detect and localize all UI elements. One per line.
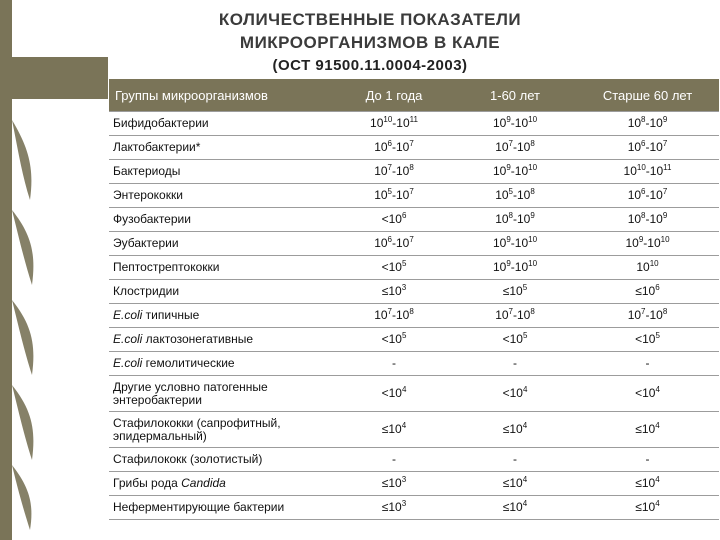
value-exponent: 5 <box>522 331 528 340</box>
value-base: 10 <box>623 164 637 178</box>
value-base: <10 <box>635 332 656 346</box>
value-exponent: 5 <box>655 331 660 340</box>
value-cell <box>454 328 576 352</box>
value-exponent: 9 <box>506 235 511 244</box>
value-cell <box>454 448 576 472</box>
value-exponent: 7 <box>409 187 414 196</box>
value-base: ≤10 <box>635 284 656 298</box>
value-cell <box>334 136 454 160</box>
row-name <box>109 472 334 496</box>
value-cell <box>454 136 576 160</box>
value-cell <box>454 184 576 208</box>
row-name-text: Бифидобактерии <box>113 116 209 130</box>
value-cell <box>454 232 576 256</box>
value-cell <box>334 208 454 232</box>
value-base: 10 <box>492 260 507 274</box>
row-name-text: Эубактерии <box>113 236 179 250</box>
value-exponent: 10 <box>649 259 659 268</box>
value-base: -10 <box>510 116 529 130</box>
row-name <box>109 412 334 448</box>
value-cell <box>334 304 454 328</box>
value-base: 10 <box>627 140 642 154</box>
table-row <box>109 328 719 352</box>
row-name <box>109 256 334 280</box>
value-cell <box>576 328 719 352</box>
value-exponent: 4 <box>655 385 660 394</box>
value-cell <box>576 472 719 496</box>
table-row <box>109 208 719 232</box>
value-exponent: 4 <box>522 421 528 430</box>
table-row <box>109 376 719 412</box>
value-base: <10 <box>502 386 523 400</box>
value-base: ≤10 <box>635 500 656 514</box>
value-base: - <box>513 356 517 370</box>
value-cell <box>576 304 719 328</box>
value-exponent: 11 <box>409 115 418 124</box>
microorganism-table <box>109 79 719 520</box>
value-cell <box>576 352 719 376</box>
value-cell <box>454 208 576 232</box>
value-base: ≤10 <box>502 284 523 298</box>
row-name-text: Грибы рода <box>113 476 182 490</box>
value-base: - <box>645 356 650 370</box>
value-cell <box>334 328 454 352</box>
table-row <box>109 256 719 280</box>
row-name <box>109 496 334 520</box>
value-exponent: 6 <box>641 139 646 148</box>
table-row <box>109 160 719 184</box>
row-name <box>109 448 334 472</box>
value-cell <box>334 412 454 448</box>
row-name <box>109 376 334 412</box>
value-exponent: 3 <box>401 499 407 508</box>
value-base: ≤10 <box>381 284 402 298</box>
value-exponent: 9 <box>662 115 668 124</box>
value-cell <box>454 496 576 520</box>
value-base: 10 <box>495 188 509 202</box>
row-name <box>109 280 334 304</box>
value-exponent: 4 <box>522 385 528 394</box>
value-base: -10 <box>513 140 531 154</box>
value-exponent: 9 <box>506 259 511 268</box>
value-exponent: 10 <box>636 163 646 172</box>
value-exponent: 4 <box>655 475 660 484</box>
value-cell <box>334 352 454 376</box>
value-base: <10 <box>381 260 402 274</box>
row-name <box>109 304 334 328</box>
value-base: 10 <box>495 308 509 322</box>
value-cell <box>334 256 454 280</box>
header-over-60: Старше 60 лет <box>576 79 719 112</box>
value-base: 10 <box>374 236 388 250</box>
value-cell <box>576 136 719 160</box>
value-cell <box>454 412 576 448</box>
value-exponent: 6 <box>655 283 660 292</box>
value-base: ≤10 <box>635 476 656 490</box>
row-name-text: Клостридии <box>113 284 180 298</box>
value-base: ≤10 <box>635 422 656 436</box>
value-base: 10 <box>625 236 639 250</box>
value-exponent: 8 <box>641 115 646 124</box>
value-base: -10 <box>645 116 663 130</box>
value-cell <box>576 412 719 448</box>
value-base: -10 <box>510 164 529 178</box>
value-exponent: 4 <box>655 421 660 430</box>
value-exponent: 8 <box>508 211 513 220</box>
value-exponent: 5 <box>387 187 392 196</box>
value-cell <box>334 280 454 304</box>
value-cell <box>334 232 454 256</box>
value-cell <box>454 280 576 304</box>
value-cell <box>334 496 454 520</box>
table-row <box>109 472 719 496</box>
table-row <box>109 112 719 136</box>
value-exponent: 8 <box>641 211 646 220</box>
value-cell <box>334 112 454 136</box>
value-base: 10 <box>627 116 642 130</box>
value-cell <box>454 160 576 184</box>
value-base: -10 <box>510 260 529 274</box>
table-row <box>109 136 719 160</box>
value-base: - <box>513 452 517 466</box>
value-base: 10 <box>492 116 507 130</box>
row-name-text: типичные <box>142 308 200 322</box>
row-name-text: Энтерококки <box>113 188 183 202</box>
value-exponent: 7 <box>508 139 513 148</box>
value-exponent: 9 <box>530 211 535 220</box>
value-cell <box>454 256 576 280</box>
value-exponent: 7 <box>662 139 668 148</box>
value-base: -10 <box>392 308 410 322</box>
table-row <box>109 280 719 304</box>
table-header-row <box>109 79 719 112</box>
value-exponent: 4 <box>401 421 407 430</box>
value-exponent: 6 <box>387 139 392 148</box>
row-name <box>109 352 334 376</box>
value-exponent: 6 <box>641 187 646 196</box>
value-base: -10 <box>645 140 663 154</box>
value-exponent: 8 <box>409 307 414 316</box>
value-base: <10 <box>381 212 402 226</box>
row-name-text: Неферментирующие бактерии <box>113 500 285 514</box>
value-exponent: 5 <box>401 331 407 340</box>
value-exponent: 10 <box>528 235 538 244</box>
value-base: -10 <box>513 212 531 226</box>
value-base: ≤10 <box>502 476 523 490</box>
value-exponent: 10 <box>383 115 393 124</box>
value-base: -10 <box>392 236 410 250</box>
value-cell <box>454 304 576 328</box>
value-base: <10 <box>635 386 656 400</box>
value-cell <box>576 208 719 232</box>
value-exponent: 6 <box>401 211 407 220</box>
value-exponent: 9 <box>638 235 644 244</box>
value-cell <box>334 376 454 412</box>
value-exponent: 4 <box>655 499 660 508</box>
value-cell <box>454 376 576 412</box>
value-base: 10 <box>627 188 642 202</box>
value-exponent: 8 <box>530 139 535 148</box>
value-cell <box>576 376 719 412</box>
value-base: ≤10 <box>381 500 402 514</box>
value-cell <box>576 112 719 136</box>
value-exponent: 8 <box>662 307 668 316</box>
value-cell <box>334 184 454 208</box>
value-cell <box>576 496 719 520</box>
value-exponent: 7 <box>409 139 414 148</box>
value-exponent: 3 <box>401 283 407 292</box>
row-name <box>109 328 334 352</box>
row-name-text: Стафилококк (золотистый) <box>113 452 263 466</box>
value-exponent: 10 <box>528 259 538 268</box>
value-exponent: 7 <box>641 307 646 316</box>
row-name-italic: E.coli <box>113 332 143 346</box>
value-exponent: 11 <box>663 163 672 172</box>
value-cell <box>576 448 719 472</box>
row-name <box>109 112 334 136</box>
value-exponent: 10 <box>660 235 670 244</box>
row-name-text: Бактериоды <box>113 164 181 178</box>
title-line-1: КОЛИЧЕСТВЕННЫЕ ПОКАЗАТЕЛИ <box>218 10 522 29</box>
value-base: -10 <box>645 164 664 178</box>
row-name-text: Стафилококки (сапрофитный, эпидермальный) <box>113 415 281 443</box>
value-exponent: 7 <box>662 187 668 196</box>
value-base: -10 <box>645 212 663 226</box>
value-base: <10 <box>502 332 523 346</box>
value-base: <10 <box>381 386 402 400</box>
value-base: 10 <box>492 236 507 250</box>
row-name-italic: E.coli <box>113 308 143 322</box>
value-cell <box>576 256 719 280</box>
value-exponent: 10 <box>528 163 538 172</box>
value-base: -10 <box>392 188 410 202</box>
value-base: -10 <box>513 188 531 202</box>
value-base: -10 <box>513 308 531 322</box>
value-base: - <box>392 452 396 466</box>
table-row <box>109 184 719 208</box>
value-cell <box>334 448 454 472</box>
value-exponent: 6 <box>387 235 392 244</box>
value-base: ≤10 <box>502 500 523 514</box>
row-name <box>109 208 334 232</box>
value-cell <box>454 472 576 496</box>
value-exponent: 4 <box>522 475 528 484</box>
value-base: 10 <box>495 140 509 154</box>
value-exponent: 8 <box>409 163 414 172</box>
value-exponent: 9 <box>662 211 668 220</box>
value-exponent: 7 <box>387 307 392 316</box>
value-cell <box>454 352 576 376</box>
value-base: ≤10 <box>502 422 523 436</box>
value-base: 10 <box>636 260 650 274</box>
row-name-italic-suffix: Candida <box>181 476 226 490</box>
value-exponent: 5 <box>508 187 513 196</box>
row-name-text: гемолитические <box>142 356 235 370</box>
value-cell <box>576 232 719 256</box>
value-base: ≤10 <box>381 422 402 436</box>
header-under-1: До 1 года <box>334 79 454 112</box>
title-line-2: МИКРООРГАНИЗМОВ В КАЛЕ <box>239 33 501 52</box>
value-base: <10 <box>381 332 402 346</box>
value-cell <box>454 112 576 136</box>
value-exponent: 8 <box>530 307 535 316</box>
header-groups: Группы микроорганизмов <box>109 79 334 112</box>
value-cell <box>334 160 454 184</box>
value-base: 10 <box>370 116 384 130</box>
value-exponent: 9 <box>506 115 511 124</box>
table-row <box>109 448 719 472</box>
value-base: -10 <box>645 188 663 202</box>
value-exponent: 4 <box>522 499 528 508</box>
value-base: 10 <box>495 212 509 226</box>
value-cell <box>576 160 719 184</box>
value-exponent: 5 <box>522 283 528 292</box>
value-exponent: 5 <box>401 259 407 268</box>
value-base: - <box>645 452 650 466</box>
value-exponent: 8 <box>530 187 535 196</box>
row-name-text: Лактобактерии* <box>113 140 201 154</box>
value-base: - <box>392 356 396 370</box>
row-name-text: лактозонегативные <box>142 332 254 346</box>
row-name <box>109 232 334 256</box>
value-base: -10 <box>645 308 663 322</box>
row-name <box>109 184 334 208</box>
table-row <box>109 496 719 520</box>
value-exponent: 4 <box>401 385 407 394</box>
header-accent-bar <box>12 57 108 99</box>
title-standard: (ОСТ 91500.11.0004-2003) <box>272 57 468 74</box>
table-row <box>109 412 719 448</box>
value-base: -10 <box>392 140 410 154</box>
value-cell <box>576 184 719 208</box>
table-row <box>109 304 719 328</box>
value-base: -10 <box>392 164 410 178</box>
value-exponent: 9 <box>506 163 511 172</box>
value-exponent: 3 <box>401 475 407 484</box>
row-name <box>109 136 334 160</box>
row-name-italic: E.coli <box>113 356 143 370</box>
value-base: 10 <box>492 164 507 178</box>
value-exponent: 7 <box>387 163 392 172</box>
value-base: -10 <box>510 236 529 250</box>
value-base: ≤10 <box>381 476 402 490</box>
value-base: -10 <box>392 116 410 130</box>
value-base: 10 <box>374 140 388 154</box>
table-row <box>109 232 719 256</box>
value-cell <box>334 472 454 496</box>
row-name-text: Другие условно патогенные энтеробактерии <box>113 379 268 407</box>
value-exponent: 7 <box>508 307 513 316</box>
value-base: 10 <box>374 164 388 178</box>
value-base: 10 <box>374 188 388 202</box>
value-base: 10 <box>627 308 642 322</box>
table-row <box>109 352 719 376</box>
value-exponent: 7 <box>409 235 414 244</box>
header-1-60: 1-60 лет <box>454 79 576 112</box>
value-exponent: 10 <box>528 115 538 124</box>
value-base: -10 <box>643 236 661 250</box>
row-name-text: Фузобактерии <box>113 212 191 226</box>
row-name <box>109 160 334 184</box>
value-base: 10 <box>627 212 642 226</box>
value-base: 10 <box>374 308 388 322</box>
row-name-text: Пептострептококки <box>113 260 220 274</box>
value-cell <box>576 280 719 304</box>
